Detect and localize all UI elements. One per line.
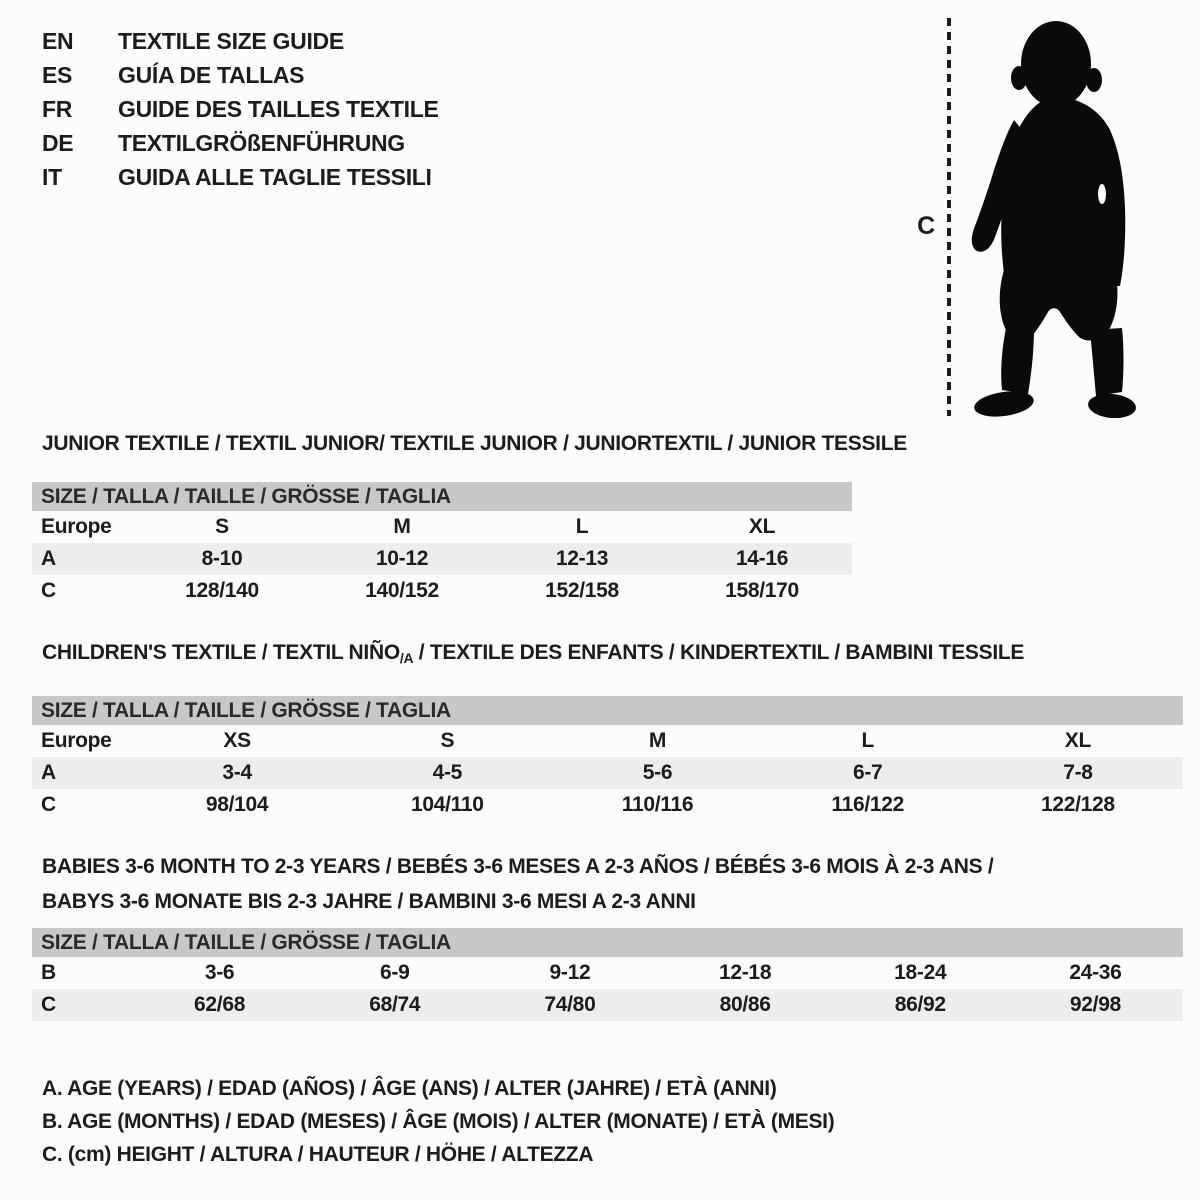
babies-table-title-line2: BABYS 3-6 MONATE BIS 2-3 JAHRE / BAMBINI 3-6 MESI A 2-3 ANNI xyxy=(42,890,696,913)
cell-value: 4-5 xyxy=(432,761,463,784)
cell-value: L xyxy=(861,729,874,752)
cell-value: 5-6 xyxy=(642,761,673,784)
toddler-silhouette xyxy=(962,18,1142,418)
children-table-section xyxy=(32,641,1183,821)
babies-table-body xyxy=(32,957,1183,1021)
row-label: C xyxy=(41,793,56,816)
cell-value: XL xyxy=(1064,729,1092,752)
language-row xyxy=(42,126,439,160)
babies-table-section xyxy=(32,849,1183,1021)
table-row xyxy=(32,989,1183,1021)
cell-value: 110/116 xyxy=(621,793,694,816)
legend-line: B. AGE (MONTHS) / EDAD (MESES) / ÂGE (MOIS) / ALTER (MONATE) / ETÀ (MESI) xyxy=(42,1110,835,1133)
cell-value: 3-6 xyxy=(204,961,235,984)
cell-value: 104/110 xyxy=(410,793,484,816)
babies-table-header: SIZE / TALLA / TAILLE / GRÖSSE / TAGLIA xyxy=(32,928,1183,957)
row-label: B xyxy=(41,961,56,984)
language-row xyxy=(42,92,439,126)
cell-value: M xyxy=(648,729,667,752)
language-title: TEXTILGRÖßENFÜHRUNG xyxy=(118,130,405,156)
table-row xyxy=(32,957,1183,989)
cell-value: 24-36 xyxy=(1069,961,1122,984)
row-label: A xyxy=(41,547,56,570)
table-row xyxy=(32,725,1183,757)
height-measure-label: C xyxy=(917,212,935,240)
cell-value: M xyxy=(393,515,411,538)
cell-value: 18-24 xyxy=(894,961,947,984)
language-title: GUIDA ALLE TAGLIE TESSILI xyxy=(118,164,432,190)
cell-value: 86/92 xyxy=(894,993,946,1016)
cell-value: S xyxy=(215,515,229,538)
junior-table-body xyxy=(32,511,852,607)
cell-value: 3-4 xyxy=(222,761,252,784)
legend-line: C. (cm) HEIGHT / ALTURA / HAUTEUR / HÖHE / ALTEZZA xyxy=(42,1143,594,1166)
cell-value: 6-9 xyxy=(380,961,410,984)
row-label: A xyxy=(41,761,56,784)
language-title: TEXTILE SIZE GUIDE xyxy=(118,28,344,54)
cell-value: 158/170 xyxy=(725,579,799,602)
cell-value: 128/140 xyxy=(185,579,259,602)
language-code: EN xyxy=(42,28,74,54)
cell-value: 9-12 xyxy=(549,961,591,984)
language-title: GUÍA DE TALLAS xyxy=(118,62,305,88)
legend-line: A. AGE (YEARS) / EDAD (AÑOS) / ÂGE (ANS) / ALTER (JAHRE) / ETÀ (ANNI) xyxy=(42,1077,777,1100)
cell-value: 140/152 xyxy=(365,579,439,602)
cell-value: 14-16 xyxy=(735,547,789,570)
row-label: C xyxy=(41,993,56,1016)
legend xyxy=(42,1072,834,1171)
cell-value: 62/68 xyxy=(194,993,246,1016)
children-table-body xyxy=(32,725,1183,821)
cell-value: 8-10 xyxy=(201,547,243,570)
language-title: GUIDE DES TAILLES TEXTILE xyxy=(118,96,439,122)
cell-value: 92/98 xyxy=(1069,993,1121,1016)
cell-value: XS xyxy=(223,729,251,752)
cell-value: 12-13 xyxy=(555,547,609,570)
cell-value: 6-7 xyxy=(852,761,883,784)
cell-value: 7-8 xyxy=(1063,761,1093,784)
cell-value: 122/128 xyxy=(1041,793,1115,816)
language-row xyxy=(42,58,439,92)
language-row xyxy=(42,24,439,58)
language-code: ES xyxy=(42,62,73,88)
cell-value: 152/158 xyxy=(545,579,619,602)
junior-table-title: JUNIOR TEXTILE / TEXTIL JUNIOR/ TEXTILE JUNIOR / JUNIORTEXTIL / JUNIOR TESSILE xyxy=(42,432,907,455)
cell-value: 116/122 xyxy=(831,793,905,816)
language-code: FR xyxy=(42,96,73,122)
height-measure-line xyxy=(947,18,951,416)
cell-value: 98/104 xyxy=(205,793,269,816)
cell-value: 10-12 xyxy=(375,547,429,570)
language-code: IT xyxy=(42,164,62,190)
language-code: DE xyxy=(42,130,74,156)
language-title-list xyxy=(42,24,439,194)
row-label: Europe xyxy=(41,515,112,538)
cell-value: 68/74 xyxy=(369,993,421,1016)
cell-value: L xyxy=(575,515,589,538)
children-table-title: CHILDREN'S TEXTILE / TEXTIL $NIÑO_{/A}$ / TEXTILE DES ENFANTS / KINDERTEXTIL / BAMBINI TESSILE xyxy=(42,641,1025,666)
table-row xyxy=(32,511,852,543)
junior-table-header: SIZE / TALLA / TAILLE / GRÖSSE / TAGLIA xyxy=(32,482,852,511)
row-label: Europe xyxy=(41,729,112,752)
table-row xyxy=(32,789,1183,821)
cell-value: 74/80 xyxy=(544,993,596,1016)
table-row xyxy=(32,757,1183,789)
children-table-header: SIZE / TALLA / TAILLE / GRÖSSE / TAGLIA xyxy=(32,696,1183,725)
row-label: C xyxy=(41,579,56,602)
junior-table-section xyxy=(32,432,907,607)
table-row xyxy=(32,575,852,607)
language-row xyxy=(42,160,439,194)
babies-table-title-line1: BABIES 3-6 MONTH TO 2-3 YEARS / BEBÉS 3-6 MESES A 2-3 AÑOS / BÉBÉS 3-6 MOIS À 2-3 ANS / xyxy=(42,855,994,878)
cell-value: 80/86 xyxy=(719,993,771,1016)
cell-value: XL xyxy=(748,515,776,538)
cell-value: 12-18 xyxy=(718,961,772,984)
cell-value: S xyxy=(440,729,455,752)
table-row xyxy=(32,543,852,575)
